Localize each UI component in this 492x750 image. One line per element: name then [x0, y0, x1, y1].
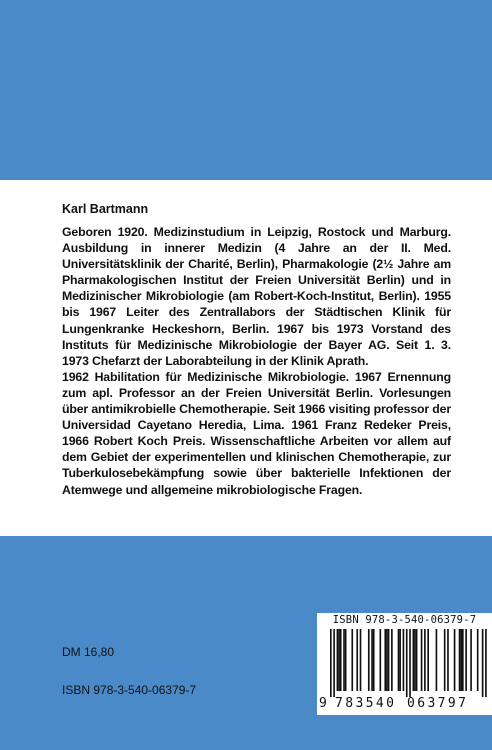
barcode-bar	[337, 629, 339, 691]
barcode-bar	[460, 629, 462, 691]
barcode-bar	[368, 629, 370, 691]
barcode-bar	[436, 629, 438, 691]
barcode-bar	[462, 629, 464, 691]
barcode-bar	[477, 629, 479, 691]
barcode-bar	[338, 629, 340, 691]
biography-paragraph-2: 1962 Habilitation für Medizinische Mikrobiologie. 1967 Ernennung zum apl. Professor an der Freien Universität Berlin. Vorlesungen über antimikrobielle Chemotherapie. Seit 1966 visiting professor der Universidad Cayetano Heredia, Lima. 1961 Franz Redeker Preis, 1966 Robert Koch Preis. Wissenschaftliche Arbeiten vor allem auf dem Gebiet der experimentellen und klinischen Chemotherapie, zur Tuberkulosebekämpfung sowie über bakterielle Infektionen der Atemwege und allgemeine mikrobiologische Fragen.	[62, 369, 451, 497]
barcode-bar	[380, 629, 382, 691]
barcode-bar	[356, 629, 358, 691]
barcode-bar	[399, 629, 401, 691]
barcode-digit-lead: 9	[319, 696, 327, 711]
barcode-bar	[444, 629, 446, 691]
barcode-bar	[459, 629, 461, 691]
barcode-bar	[447, 629, 449, 691]
barcode-bar	[345, 629, 347, 691]
barcode-bar	[485, 629, 487, 697]
barcode-bar	[403, 629, 405, 691]
isbn-barcode	[317, 613, 492, 715]
barcode-bar	[470, 629, 472, 691]
barcode-bar	[416, 629, 418, 691]
isbn-label: ISBN 978-3-540-06379-7	[62, 683, 197, 697]
barcode-bar	[391, 629, 393, 691]
barcode-bar	[330, 629, 332, 697]
barcode-bar	[409, 629, 411, 697]
barcode-digits-left: 783540	[335, 696, 397, 711]
barcode-bar	[427, 629, 429, 691]
barcode-digits-right: 063797	[407, 696, 469, 711]
author-name: Karl Bartmann	[62, 202, 149, 216]
barcode-isbn-label: ISBN 978-3-540-06379-7	[332, 614, 477, 626]
price-label: DM 16,80	[62, 645, 115, 659]
biography-text	[62, 224, 451, 498]
barcode-bar	[413, 629, 415, 691]
barcode-bar	[340, 629, 342, 691]
barcode-bar	[351, 629, 353, 691]
barcode-bar	[384, 629, 386, 691]
barcode-bar	[371, 629, 373, 691]
barcode-bar	[386, 629, 388, 691]
barcode-bar	[421, 629, 423, 691]
barcode-bar	[388, 629, 390, 691]
barcode-bar	[424, 629, 426, 691]
barcode-bar	[373, 629, 375, 691]
barcode-bar	[465, 629, 467, 691]
biography-paragraph-1: Geboren 1920. Medizinstudium in Leipzig, Rostock und Marburg. Ausbildung in innerer Medizin (4 Jahre an der II. Med. Universitätsklinik der Charité, Berlin), Pharmakologie (2½ Jahre am Pharmakologischen Institut der Freien Universität Berlin) und in Medizinischer Mikrobiologie (am Robert-Koch-Institut, Berlin). 1955 bis 1967 Leiter des Zentrallabors der Städtischen Klinik für Lungenkranke Heckeshorn, Berlin. 1967 bis 1973 Vorstand des Instituts für Medizinische Mikrobiologie der Bayer AG. Seit 1. 3. 1973 Chefarzt der Laborabteilung in der Klinik Aprath.	[62, 225, 451, 368]
barcode-bar	[406, 629, 408, 697]
barcode-bar	[482, 629, 484, 697]
barcode-bar	[414, 629, 416, 691]
barcode-bar	[343, 629, 345, 691]
barcode-bar	[398, 629, 400, 691]
barcode-bar	[333, 629, 335, 697]
barcode-bar	[360, 629, 362, 691]
barcode-bar	[454, 629, 456, 691]
barcode-bars	[317, 629, 492, 697]
